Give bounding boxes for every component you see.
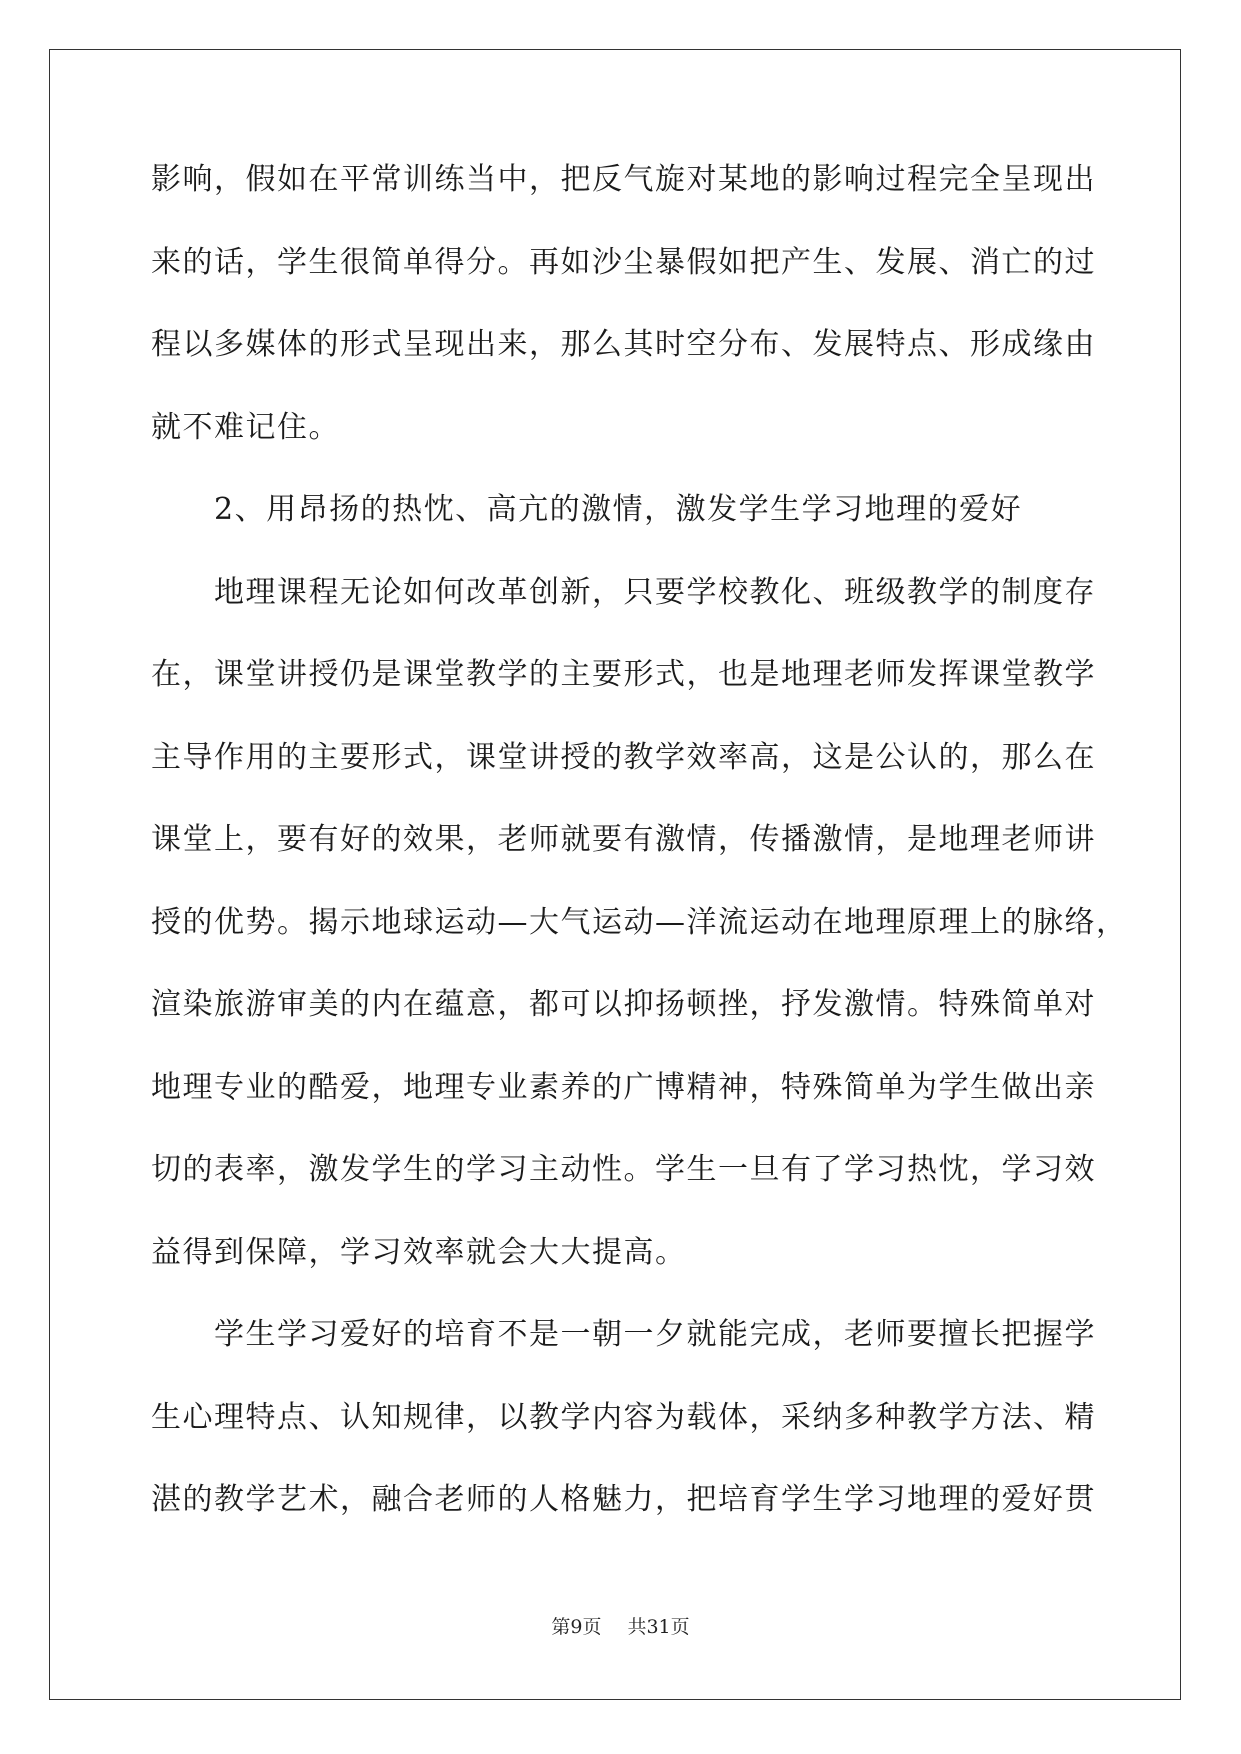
page-number: 第9页 — [551, 1616, 602, 1638]
text-line: 程以多媒体的形式呈现出来，那么其时空分布、发展特点、形成缘由 — [151, 327, 1096, 362]
text-line: 授的优势。揭示地球运动—大气运动—洋流运动在地理原理上的脉络， — [151, 904, 1128, 940]
text-line: 地理专业的酷爱，地理专业素养的广博精神，特殊简单为学生做出亲 — [151, 1069, 1096, 1105]
text-line: 来的话，学生很简单得分。再如沙尘暴假如把产生、发展、消亡的过 — [151, 244, 1096, 280]
text-line: 生心理特点、认知规律，以教学内容为载体，采纳多种教学方法、精 — [151, 1399, 1096, 1435]
text-line: 湛的教学艺术，融合老师的人格魅力，把培育学生学习地理的爱好贯 — [151, 1482, 1096, 1517]
text-line: 主导作用的主要形式，课堂讲授的教学效率高，这是公认的，那么在 — [151, 739, 1096, 775]
text-line: 切的表率，激发学生的学习主动性。学生一旦有了学习热忱，学习效 — [151, 1152, 1096, 1187]
page-footer — [0, 1612, 1241, 1639]
text-line: 就不难记住。 — [151, 409, 340, 445]
text-line: 益得到保障，学习效率就会大大提高。 — [151, 1234, 687, 1270]
text-line: 学生学习爱好的培育不是一朝一夕就能完成，老师要擅长把握学 — [151, 1317, 1096, 1352]
text-line: 影响，假如在平常训练当中，把反气旋对某地的影响过程完全呈现出 — [151, 162, 1096, 197]
text-line: 课堂上，要有好的效果，老师就要有激情，传播激情，是地理老师讲 — [151, 822, 1096, 857]
text-line: 渲染旅游审美的内在蕴意，都可以抑扬顿挫，抒发激情。特殊简单对 — [151, 987, 1096, 1022]
text-line: 地理课程无论如何改革创新，只要学校教化、班级教学的制度存 — [151, 574, 1096, 610]
section-heading: 2、用昂扬的热忱、高亢的激情，激发学生学习地理的爱好 — [151, 492, 1023, 527]
text-line: 在，课堂讲授仍是课堂教学的主要形式，也是地理老师发挥课堂教学 — [151, 657, 1096, 692]
total-pages: 共31页 — [627, 1616, 690, 1638]
document-body — [151, 160, 1128, 1563]
